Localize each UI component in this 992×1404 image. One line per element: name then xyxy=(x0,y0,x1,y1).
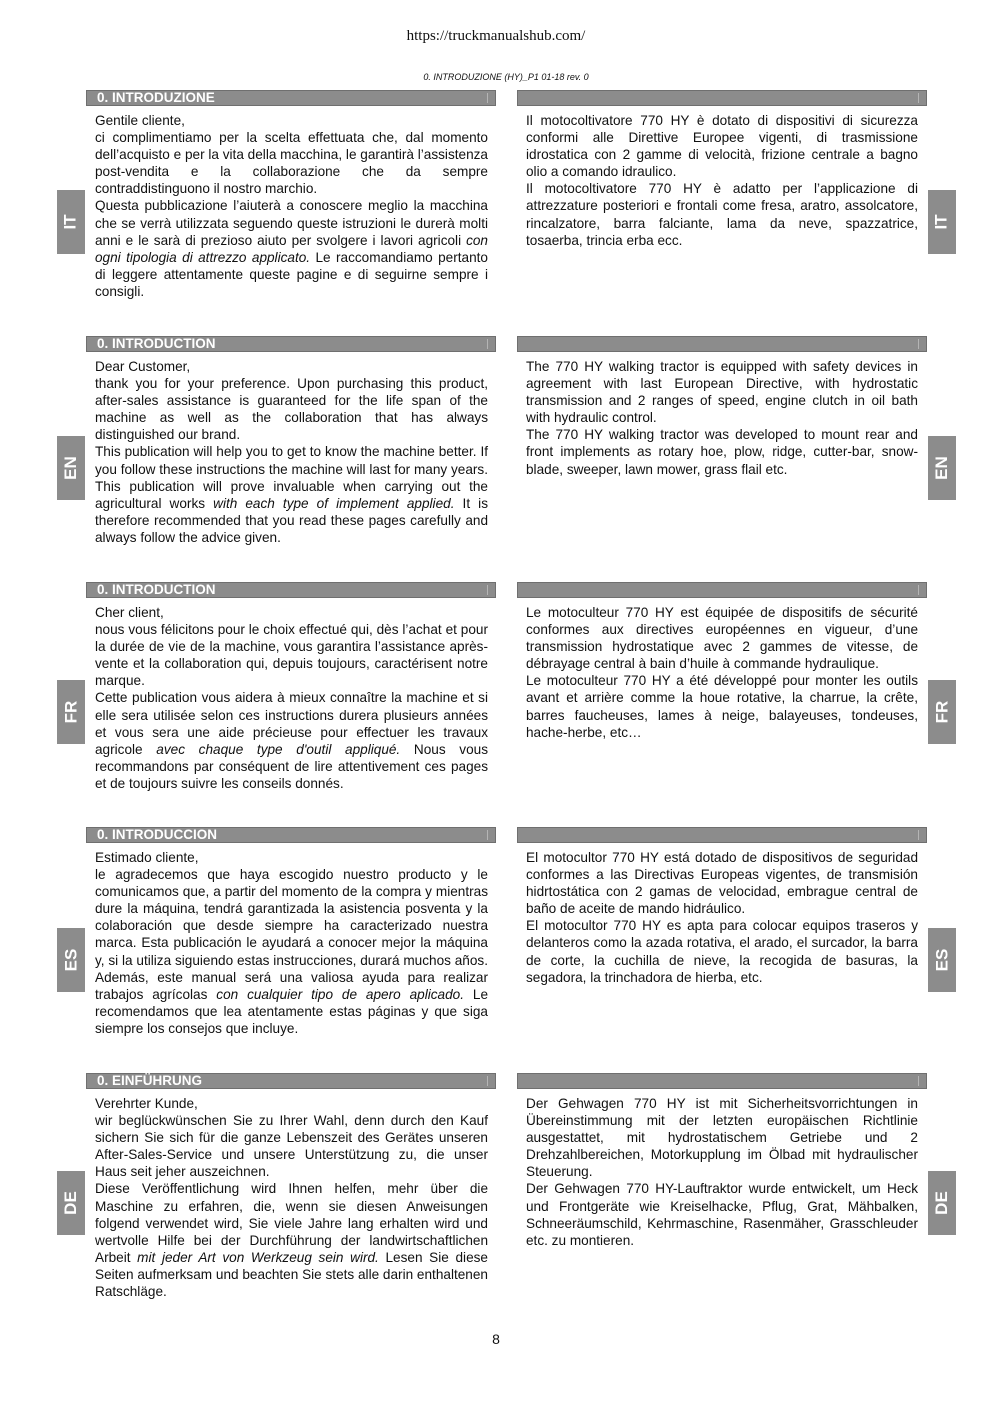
language-tab-fr: FR xyxy=(57,680,85,744)
section-header-bar-right xyxy=(517,1073,927,1089)
section-header-en: 0. INTRODUCTION xyxy=(86,336,496,352)
intro-text-en: Dear Customer, thank you for your preference. Upon purchasing this product, after-sales assistance is guaranteed for the life span of the machine as well as the collaboration that has always distinguished our brand. This publication will help you to get to know the machine better. If you follow these instructions the machine will last for many years. This publication will prove invaluable when carrying out the agricultural works with each type of implement applied. It is therefore recommended that you read these pages carefully and always follow the advice given. xyxy=(95,359,488,545)
intro-text-es: Estimado cliente, le agradecemos que haya escogido nuestro producto y le comunicamos que, a partir del momento de la compra y mientras dure la máquina, tendrá garantizada la asistencia posventa y la colaboración que desde siempre ha caracterizado nuestra marca. Esta publicación le ayudará a conocer mejor la máquina y, si la utiliza siguiendo estas instrucciones, durará muchos años. Además, este manual será una valiosa ayuda para realizar trabajos agrícolas con cualquier tipo de apero aplicado. Le recomendamos que lea atentamente estas páginas y que siga siempre los consejos que incluye. xyxy=(95,850,489,1036)
machine-text-en: The 770 HY walking tractor is equipped with safety devices in agreement with last European Directive, with hydrostatic transmission and 2 ranges of speed, engine clutch in oil bath with hydraulic control. The 770 HY walking tractor was developed to mount rear and front implements as rotary hoe, plow, ridge, cutter-bar, snow-blade, sweeper, lawn mower, grass flail etc. xyxy=(526,359,918,477)
page-number: 8 xyxy=(492,1331,500,1347)
language-tab-fr-right: FR xyxy=(928,680,956,744)
language-tab-es: ES xyxy=(57,928,85,992)
intro-text-fr: Cher client, nous vous félicitons pour le choix effectué qui, dès l’achat et pour la durée de vie de la machine, vous garantira l’assistance après-vente et la collaboration qui, depuis toujours, caractérisent notre marque. Cette publication vous aidera à mieux connaître la machine et si elle sera utilisée selon ces instructions durera plusieurs années et vous sera une aide précieuse pour effectuer les travaux agricole avec chaque type d'outil appliqué. Nous vous recommandons par conséquent de lire attentivement ces pages et de toujours suivre les conseils donnés. xyxy=(95,605,488,791)
document-reference: 0. INTRODUZIONE (HY)_P1 01-18 rev. 0 xyxy=(423,72,589,82)
language-tab-de: DE xyxy=(57,1171,85,1235)
machine-text-fr: Le motoculteur 770 HY est équipée de dispositifs de sécurité conformes aux directives européennes en vigueur, d’une transmission hydrostatique avec 2 gammes de vitesse, de débrayage central à bain d’huile à commande hydraulique. Le motoculteur 770 HY a été développé pour monter les outils avant et arrière comme la houe rotative, la charrue, la crête, barres faucheuses, lames à neige, balayeuses, tondeuses, hache-herbe, etc… xyxy=(526,605,918,740)
language-tab-en: EN xyxy=(57,436,85,500)
language-tab-it: IT xyxy=(57,190,85,254)
machine-text-es: El motocultor 770 HY está dotado de dispositivos de seguridad conformes a las Directivas Europeas vigentes, de transmisión hidrtostática con 2 gamas de velocidad, embrague central de baño de aceite de mando hidráulico. El motocultor 770 HY es apta para colocar equipos traseros y delanteros como la azada rotativa, el arado, el surcador, la barra de corte, la cuchilla de nieve, la recogida de basuras, la segadora, la trinchadora de hierba, etc. xyxy=(526,850,918,985)
section-header-es: 0. INTRODUCCION xyxy=(86,827,496,843)
language-tab-de-right: DE xyxy=(928,1171,956,1235)
section-header-de: 0. EINFÜHRUNG xyxy=(86,1073,496,1089)
intro-text-it: Gentile cliente, ci complimentiamo per la scelta effettuata che, dal momento dell’acquisto e per la vita della macchina, le garantirà l’assistenza post-vendita e la collaborazione che da sempre contraddistinguono il nostro marchio. Questa pubblicazione l’aiuterà a conoscere meglio la macchina che se verrà utilizzata seguendo queste istruzioni le durerà molti anni e le sarà di prezioso aiuto per svolgere i lavori agricoli con ogni tipologia di attrezzo applicato. Le raccomandiamo pertanto di leggere attentamente queste pagine e di seguirne sempre i consigli. xyxy=(95,113,488,299)
machine-text-de: Der Gehwagen 770 HY ist mit Sicherheitsvorrichtungen in Übereinstimmung mit der letzten europäischen Richtlinie ausgestattet, mit hydrostatischem Getriebe und 2 Drehzahlbereichen, Motorkupplung im Ölbad mit hydraulischer Steuerung. Der Gehwagen 770 HY-Lauftraktor wurde entwickelt, um Heck und Frontgeräte wie Kreiselhacke, Pflug, Grat, Mähbalken, Schneeräumschild, Kehrmaschine, Rasenmäher, Grasschleuder etc. zu montieren. xyxy=(526,1096,918,1248)
source-url[interactable]: https://truckmanualshub.com/ xyxy=(406,28,586,44)
section-header-bar-right xyxy=(517,336,927,352)
section-header-bar-right xyxy=(517,90,927,106)
machine-text-it: Il motocoltivatore 770 HY è dotato di dispositivi di sicurezza conformi alle Direttive Europee vigenti, di trasmissione idrostatica con 2 gamme di velocità, frizione centrale a bagno olio a comando idraulico. Il motocoltivatore 770 HY è adatto per l’applicazione di attrezzature posteriori e frontali come fresa, aratro, assolcatore, rincalzatore, barra falciante, lama da neve, spazzatrice, tosaerba, trincia erba ecc. xyxy=(526,113,918,248)
language-tab-it-right: IT xyxy=(928,190,956,254)
section-header-bar-right xyxy=(517,582,927,598)
section-header-bar-right xyxy=(517,827,927,843)
section-header-it: 0. INTRODUZIONE xyxy=(86,90,496,106)
section-header-fr: 0. INTRODUCTION xyxy=(86,582,496,598)
language-tab-es-right: ES xyxy=(928,928,956,992)
language-tab-en-right: EN xyxy=(928,436,956,500)
intro-text-de: Verehrter Kunde, wir beglückwünschen Sie zu Ihrer Wahl, denn durch den Kauf sichern Sie sich für die ganze Lebenszeit des Gerätes unseren After-Sales-Service und unsere Unterstützung zu, die unser Haus seit jeher auszeichnen. Diese Veröffentlichung wird Ihnen helfen, mehr über die Maschine zu erfahren, die, wenn sie diesen Anweisungen folgend verwendet wird, Sie viele Jahre lang erhalten wird und wertvolle Hilfe bei der Durchführung der landwirtschaftlichen Arbeit mit jeder Art von Werkzeug sein wird. Lesen Sie diese Seiten aufmerksam und beachten Sie stets alle darin enthaltenen Ratschläge. xyxy=(95,1096,488,1300)
